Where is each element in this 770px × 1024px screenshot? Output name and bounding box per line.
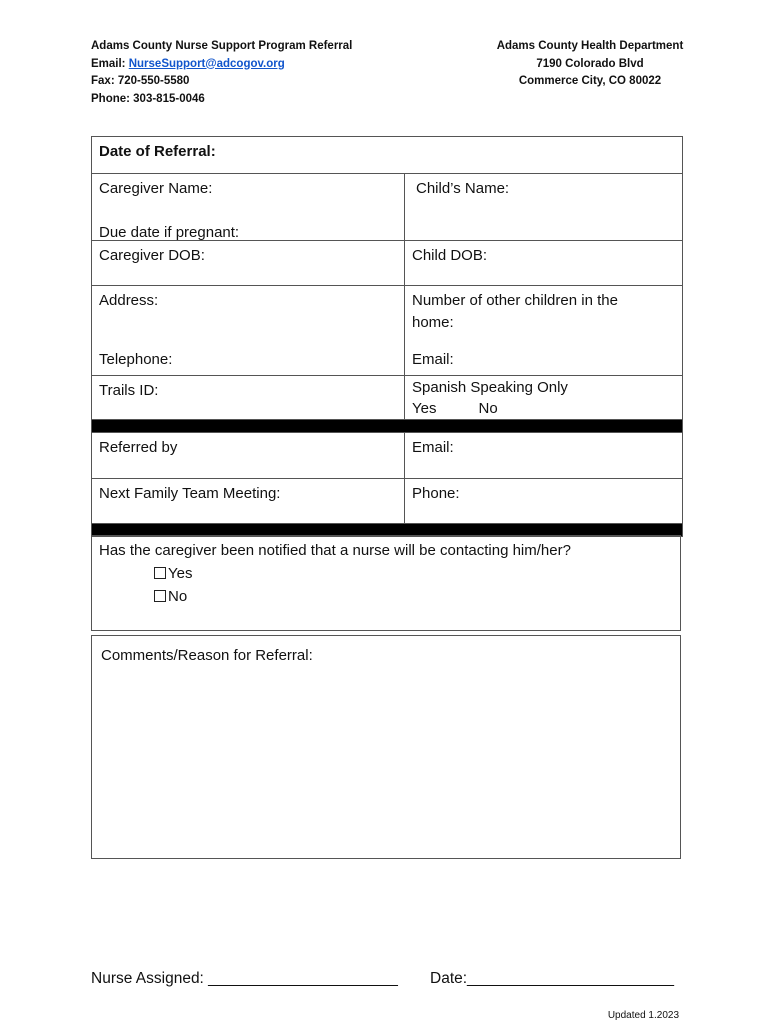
spanish-yes[interactable]: Yes: [412, 400, 437, 417]
referrer-email-field[interactable]: Email:: [412, 439, 454, 456]
caregiver-name-cell[interactable]: [92, 174, 405, 240]
date-line[interactable]: Date:________________________: [430, 970, 674, 987]
org-name: Adams County Health Department: [496, 40, 684, 52]
header-right: [470, 38, 710, 91]
spanish-cell[interactable]: [405, 376, 682, 419]
due-date-label: Due date if pregnant:: [99, 224, 240, 241]
notify-question: Has the caregiver been notified that a nurse will be contacting him/her?: [99, 542, 571, 559]
child-name-label: Child’s Name:: [416, 180, 510, 197]
trails-id-field[interactable]: Trails ID:: [92, 376, 405, 419]
row-names: [92, 173, 682, 240]
updated-note: Updated 1.2023: [607, 1010, 679, 1021]
email-line: [91, 56, 352, 74]
notify-no-label: No: [168, 588, 188, 605]
fax-line: Fax: 720-550-5580: [91, 75, 190, 87]
checkbox-icon[interactable]: [154, 590, 166, 602]
other-children-cell[interactable]: [405, 286, 682, 375]
row-trails: [92, 375, 682, 419]
notify-yes-option[interactable]: [99, 562, 673, 585]
email-field-label: Email:: [412, 351, 454, 368]
nurse-assigned-line[interactable]: Nurse Assigned: ______________________: [91, 970, 398, 987]
notification-box: [91, 535, 681, 631]
row-referred-by: [92, 432, 682, 478]
row-dob: [92, 240, 682, 285]
referred-by-field[interactable]: Referred by: [92, 433, 405, 478]
address-cell[interactable]: [92, 286, 405, 375]
caregiver-dob-field[interactable]: Caregiver DOB:: [92, 241, 405, 285]
phone-field[interactable]: Phone:: [412, 485, 460, 502]
caregiver-name-label: Caregiver Name:: [99, 180, 213, 197]
spanish-options: [412, 398, 675, 419]
row-address: [92, 285, 682, 375]
child-dob-field[interactable]: Child DOB:: [412, 247, 488, 264]
program-title: Adams County Nurse Support Program Referral: [91, 40, 353, 52]
notify-no-option[interactable]: [99, 585, 673, 608]
notify-yes-label: Yes: [168, 565, 193, 582]
comments-box[interactable]: [91, 635, 681, 859]
divider-bar: [92, 419, 682, 432]
telephone-label: Telephone:: [99, 351, 173, 368]
child-name-cell[interactable]: [405, 174, 682, 240]
other-children-label: Number of other children in the home:: [412, 292, 618, 331]
spanish-no[interactable]: No: [478, 400, 498, 417]
referral-form-table: [91, 136, 683, 537]
email-label: Email:: [91, 57, 129, 70]
next-meeting-field[interactable]: Next Family Team Meeting:: [92, 479, 405, 523]
comments-label: Comments/Reason for Referral:: [101, 647, 313, 664]
checkbox-icon[interactable]: [154, 567, 166, 579]
org-street: 7190 Colorado Blvd: [536, 57, 644, 70]
row-next-meeting: [92, 478, 682, 523]
row-date-of-referral: [92, 137, 682, 173]
email-link[interactable]: NurseSupport@adcogov.org: [128, 57, 285, 70]
phone-line: Phone: 303-815-0046: [91, 92, 205, 105]
address-label: Address:: [99, 292, 159, 309]
spanish-label: Spanish Speaking Only: [412, 379, 568, 396]
date-of-referral-field[interactable]: Date of Referral:: [99, 143, 216, 160]
header-left: [91, 38, 352, 108]
org-city: Commerce City, CO 80022: [518, 75, 662, 87]
